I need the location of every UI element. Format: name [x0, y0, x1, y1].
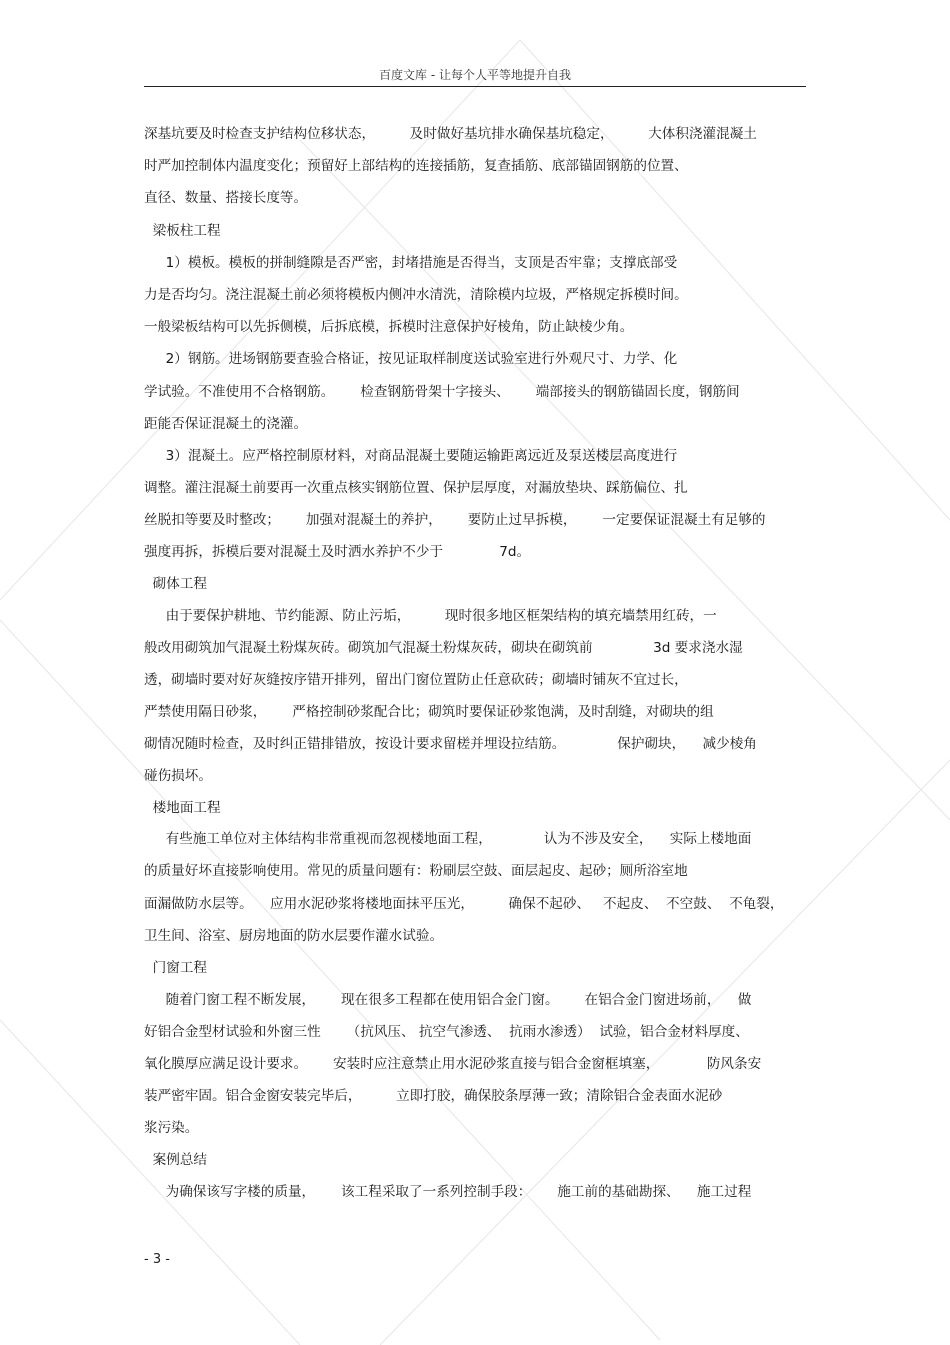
text-line: 氧化膜厚应满足设计要求。 安装时应注意禁止用水泥砂浆直接与铝合金窗框填塞， 防风条安 — [144, 1056, 762, 1072]
text-line: 好铝合金型材试验和外窗三性 （抗风压、 抗空气渗透、 抗雨水渗透） 试验，铝合金材料厚度、 — [144, 1024, 749, 1040]
text-line: 浆污染。 — [144, 1120, 199, 1136]
text-line: 卫生间、浴室、厨房地面的防水层要作灌水试验。 — [144, 928, 444, 944]
text-line: 学试验。不准使用不合格钢筋。 检查钢筋骨架十字接头、 端部接头的钢筋锚固长度，钢筋间 — [144, 384, 740, 400]
text-line: 2）钢筋。进场钢筋要查验合格证，按见证取样制度送试验室进行外观尺寸、力学、化 — [144, 351, 678, 367]
text-line: 随着门窗工程不断发展， 现在很多工程都在使用铝合金门窗。 在铝合金门窗进场前， 做 — [144, 992, 752, 1008]
text-line: 丝脱扣等要及时整改； 加强对混凝土的养护， 要防止过早拆模， 一定要保证混凝土有足够的 — [144, 512, 766, 528]
page-number: - 3 - — [144, 1252, 170, 1267]
text-line: 深基坑要及时检查支护结构位移状态， 及时做好基坑排水确保基坑稳定， 大体积浇灌混凝土 — [144, 126, 757, 142]
text-line: 3）混凝土。应严格控制原材料，对商品混凝土要随运输距离远近及泵送楼层高度进行 — [144, 448, 678, 464]
section-heading: 砌体工程 — [144, 576, 208, 592]
text-line: 直径、数量、搭接长度等。 — [144, 190, 308, 206]
text-line: 距能否保证混凝土的浇灌。 — [144, 416, 308, 432]
header-rule — [144, 86, 806, 87]
text-line: 般改用砌筑加气混凝土粉煤灰砖。砌筑加气混凝土粉煤灰砖，砌块在砌筑前 3d 要求浇水湿 — [144, 640, 743, 656]
section-heading: 楼地面工程 — [144, 800, 221, 816]
text-line: 严禁使用隔日砂浆， 严格控制砂浆配合比；砌筑时要保证砂浆饱满，及时刮缝，对砌块的组 — [144, 704, 714, 720]
section-heading: 案例总结 — [144, 1152, 208, 1168]
text-line: 强度再拆，拆模后要对混凝土及时洒水养护不少于 7d。 — [144, 544, 531, 560]
section-heading: 门窗工程 — [144, 960, 208, 976]
text-line: 由于要保护耕地、节约能源、防止污垢， 现时很多地区框架结构的填充墙禁用红砖，一 — [144, 608, 717, 624]
text-line: 碰伤损坏。 — [144, 768, 212, 784]
text-line: 一般梁板结构可以先拆侧模，后拆底模，拆模时注意保护好棱角，防止缺棱少角。 — [144, 319, 634, 335]
text-line: 砌情况随时检查，及时纠正错排错放，按设计要求留槎并埋设拉结筋。 保护砌块， 减少棱角 — [144, 736, 757, 752]
text-line: 时严加控制体内温度变化；预留好上部结构的连接插筋，复查插筋、底部锚固钢筋的位置、 — [144, 158, 688, 174]
text-line: 力是否均匀。浇注混凝土前必须将模板内侧冲水清洗，清除模内垃圾，严格规定拆模时间。 — [144, 287, 688, 303]
page-header: 百度文库 - 让每个人平等地提升自我 — [379, 68, 571, 82]
text-line: 的质量好坏直接影响使用。常见的质量问题有：粉刷层空鼓、面层起皮、起砂；厕所浴室地 — [144, 863, 688, 879]
text-line: 1）模板。模板的拼制缝隙是否严密，封堵措施是否得当，支顶是否牢靠；支撑底部受 — [144, 255, 678, 271]
text-line: 透，砌墙时要对好灰缝按序错开排列，留出门窗位置防止任意砍砖；砌墙时铺灰不宜过长， — [144, 672, 688, 688]
text-line: 调整。灌注混凝土前要再一次重点核实钢筋位置、保护层厚度，对漏放垫块、踩筋偏位、扎 — [144, 480, 688, 496]
section-heading: 梁板柱工程 — [144, 223, 221, 239]
text-line: 为确保该写字楼的质量， 该工程采取了一系列控制手段： 施工前的基础勘探、 施工过程 — [144, 1184, 752, 1200]
text-line: 面漏做防水层等。 应用水泥砂浆将楼地面抹平压光， 确保不起砂、 不起皮、 不空鼓、 不龟裂， — [144, 896, 784, 912]
text-line: 装严密牢固。铝合金窗安装完毕后， 立即打胶，确保胶条厚薄一致；清除铝合金表面水泥砂 — [144, 1088, 723, 1104]
text-line: 有些施工单位对主体结构非常重视而忽视楼地面工程， 认为不涉及安全， 实际上楼地面 — [144, 831, 752, 847]
